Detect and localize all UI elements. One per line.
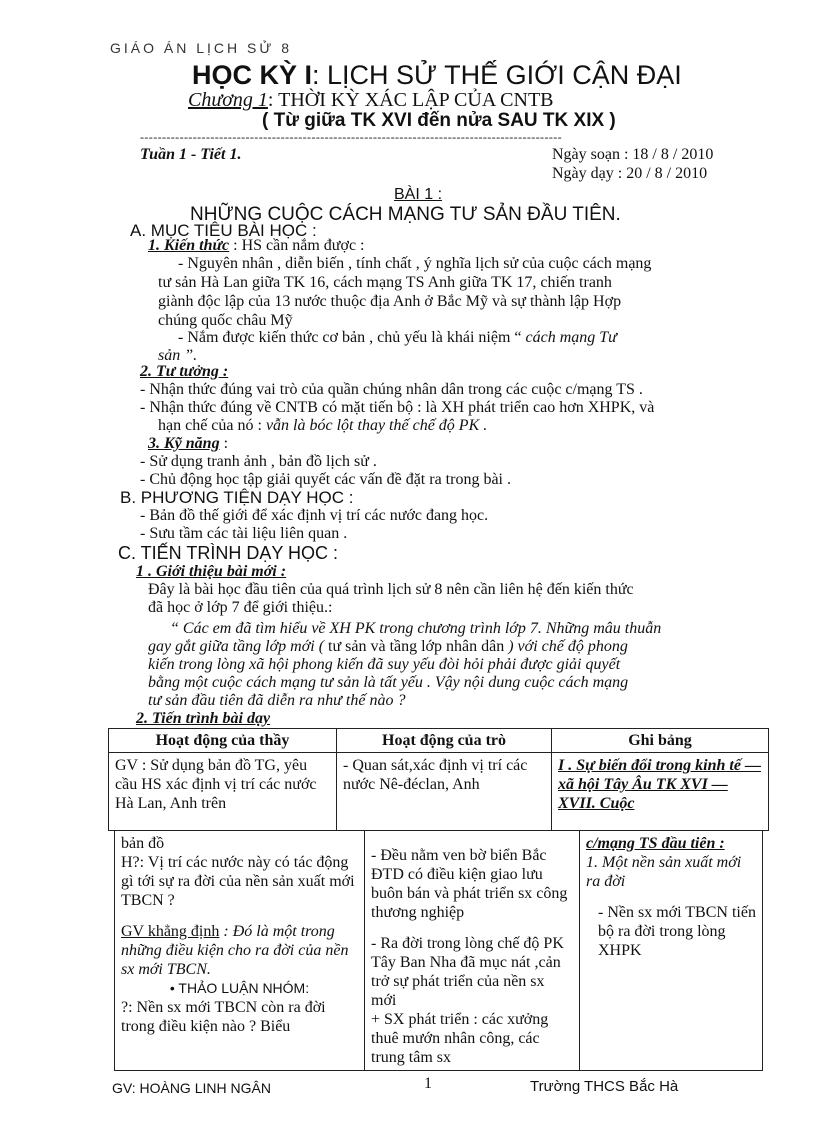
board-line: c/mạng TS đầu tiên : [586, 835, 725, 852]
knowledge-item-1-line-4: chúng quốc châu Mỹ [158, 312, 293, 329]
table-header-row [109, 729, 769, 753]
knowledge-item-1-line-1: - Nguyên nhân , diễn biến , tính chất , ý nghĩa lịch sử của cuộc cách mạng [178, 255, 652, 272]
table-header-board: Ghi bảng [552, 729, 769, 753]
skill-item-2: - Chủ động học tập giải quyết các vấn đề đặt ra trong bài . [140, 471, 511, 488]
date-taught: Ngày dạy : 20 / 8 / 2010 [552, 165, 708, 182]
knowledge-intro: : HS cần nắm được : [233, 237, 365, 254]
board-cell [580, 831, 763, 1071]
board-note: - Nền sx mới TBCN tiến bộ ra đời trong lòng XHPK [598, 904, 756, 959]
quote-line-1: “ Các em đã tìm hiểu về XH PK trong chương trình lớp 7. Những mâu thuẫn [170, 620, 662, 637]
teacher-cell [115, 831, 365, 1071]
footer-page-number: 1 [424, 1075, 432, 1092]
quote-line-3: kiến trong lòng xã hội phong kiến đã suy yếu đòi hỏi phải được giải quyết [148, 656, 621, 673]
board-cell: I . Sự biến đổi trong kinh tế —xã hội Tây Âu TK XVI — XVII. Cuộc [552, 753, 769, 831]
running-head: GIÁO ÁN LỊCH SỬ 8 [110, 40, 292, 56]
table-header-teacher: Hoạt động của thầy [109, 729, 337, 753]
intro-heading: 1 . Giới thiệu bài mới : [136, 563, 287, 580]
skill-colon: : [223, 435, 229, 452]
thought-item-2-line-1: - Nhận thức đúng về CNTB có mặt tiến bộ : là XH phát triển cao hơn XHPK, và [140, 399, 655, 416]
skill-item-1: - Sử dụng tranh ảnh , bản đồ lịch sử . [140, 453, 377, 470]
chapter-heading [188, 89, 554, 111]
thought-item-2-line-2 [158, 416, 487, 436]
knowledge-item-2-line-2: sản ”. [158, 347, 198, 364]
lesson-number: BÀI 1 : [394, 186, 443, 203]
lesson-title: NHỮNG CUỘC CÁCH MẠNG TƯ SẢN ĐẦU TIÊN. [190, 204, 621, 225]
semester-label: HỌC KỲ I [192, 60, 313, 90]
thought-item-2-text: hạn chế của nó : [158, 417, 262, 434]
board-subheading: 1. Một nền sản xuất mới ra đời [586, 854, 742, 890]
date-prepared: Ngày soạn : 18 / 8 / 2010 [552, 146, 714, 163]
quote-line-2-c: ) với chế độ phong [508, 638, 628, 655]
lesson-table-continued [114, 830, 763, 1071]
skill-label: 3. Kỹ năng [148, 435, 220, 452]
section-a-heading: A. MỤC TIÊU BÀI HỌC : [130, 221, 317, 240]
week-label: Tuần 1 - Tiết 1. [140, 146, 242, 163]
student-cell [365, 831, 580, 1071]
chapter-title: : THỜI KỲ XÁC LẬP CỦA CNTB [267, 89, 554, 111]
table-row [115, 831, 763, 1071]
section-c-heading: C. TIẾN TRÌNH DẠY HỌC : [118, 543, 339, 563]
quote-line-2-a: gay gắt giữa tầng lớp mới ( [148, 638, 325, 655]
lesson-table [108, 728, 769, 831]
quote-line-4: bằng một cuộc cách mạng tư sản là tất yếu . Vậy nội dung cuộc cách mạng [148, 674, 629, 691]
section-b-heading: B. PHƯƠNG TIỆN DẠY HỌC : [120, 488, 354, 507]
section-b-item-1: - Bản đồ thế giới để xác định vị trí các nước đang học. [140, 507, 489, 524]
teacher-conclusion: GV khẳng định : Đó là một trong những điều kiện cho ra đời của nền sx mới TBCN. [121, 923, 349, 978]
knowledge-item-2-line-1 [178, 328, 617, 348]
teacher-line: bản đồ [121, 835, 165, 852]
skill-heading [148, 434, 228, 454]
period-heading: ( Từ giữa TK XVI đến nửa SAU TK XIX ) [262, 110, 616, 131]
thought-item-1: - Nhận thức đúng vai trò của quần chúng nhân dân trong các cuộc c/mạng TS . [140, 381, 643, 398]
teacher-question: H?: Vị trí các nước này có tác động gì tới sự ra đời của nền sản xuất mới TBCN ? [121, 854, 355, 909]
footer-school: Trường THCS Bắc Hà [530, 1078, 679, 1095]
quote-line-5: tư sản đầu tiên đã diễn ra như thế nào ? [148, 692, 406, 709]
teacher-cell: GV : Sử dụng bản đồ TG, yêu cầu HS xác định vị trí các nước Hà Lan, Anh trên [109, 753, 337, 831]
quote-line-2-b: tư sản và tầng lớp nhân dân [328, 638, 505, 655]
knowledge-item-2-term: cách mạng Tư [525, 329, 617, 346]
knowledge-item-1-line-2: tư sản Hà Lan giữa TK 16, cách mạng TS Anh giữa TK 17, chiến tranh [158, 274, 612, 291]
student-answer-3: + SX phát triển : các xưởng thuê mướn nhân công, các trung tâm sx [371, 1011, 549, 1066]
process-heading: 2. Tiến trình bài dạy [136, 710, 271, 727]
footer-author: GV: HOÀNG LINH NGÂN [112, 1080, 271, 1096]
thought-heading: 2. Tư tưởng : [140, 363, 229, 380]
intro-line-1: Đây là bài học đầu tiên của quá trình lịch sử 8 nên cần liên hệ đến kiến thức [148, 581, 634, 598]
semester-title: : LỊCH SỬ THẾ GIỚI CẬN ĐẠI [312, 60, 682, 90]
header-rule: ------------------------------------------------------------------------------------------------ [140, 130, 563, 144]
knowledge-item-2-text: - Nắm được kiến thức cơ bản , chủ yếu là khái niệm “ [178, 329, 522, 346]
semester-heading [192, 60, 682, 90]
teacher-question-2: ?: Nền sx mới TBCN còn ra đời trong điều kiện nào ? Biểu [121, 999, 326, 1035]
student-answer-1: - Đều nằm ven bờ biển Bắc ĐTD có điều kiện giao lưu buôn bán và phát triển sx công thương nghiệp [371, 847, 568, 921]
group-discussion-label: • THẢO LUẬN NHÓM: [169, 980, 310, 996]
knowledge-heading [148, 236, 364, 256]
student-answer-2: - Ra đời trong lòng chế độ PK Tây Ban Nha đã mục nát ,cản trở sự phát triển của nền sx mới [371, 935, 564, 1009]
chapter-label: Chương 1 [188, 89, 268, 111]
section-b-item-2: - Sưu tầm các tài liệu liên quan . [140, 525, 348, 542]
thought-item-2-emphasis: vẫn là bóc lột thay thế chế độ PK . [265, 417, 488, 434]
table-row [109, 753, 769, 831]
intro-line-2: đã học ở lớp 7 để giới thiệu.: [148, 599, 333, 616]
table-header-student: Hoạt động của trò [337, 729, 552, 753]
student-cell: - Quan sát,xác định vị trí các nước Nê-đéclan, Anh [337, 753, 552, 831]
knowledge-item-1-line-3: giành độc lập của 13 nước thuộc địa Anh ở Bắc Mỹ và sự thành lập Hợp [158, 293, 622, 310]
quote-line-2 [148, 637, 628, 657]
knowledge-label: 1. Kiến thức [148, 237, 230, 254]
